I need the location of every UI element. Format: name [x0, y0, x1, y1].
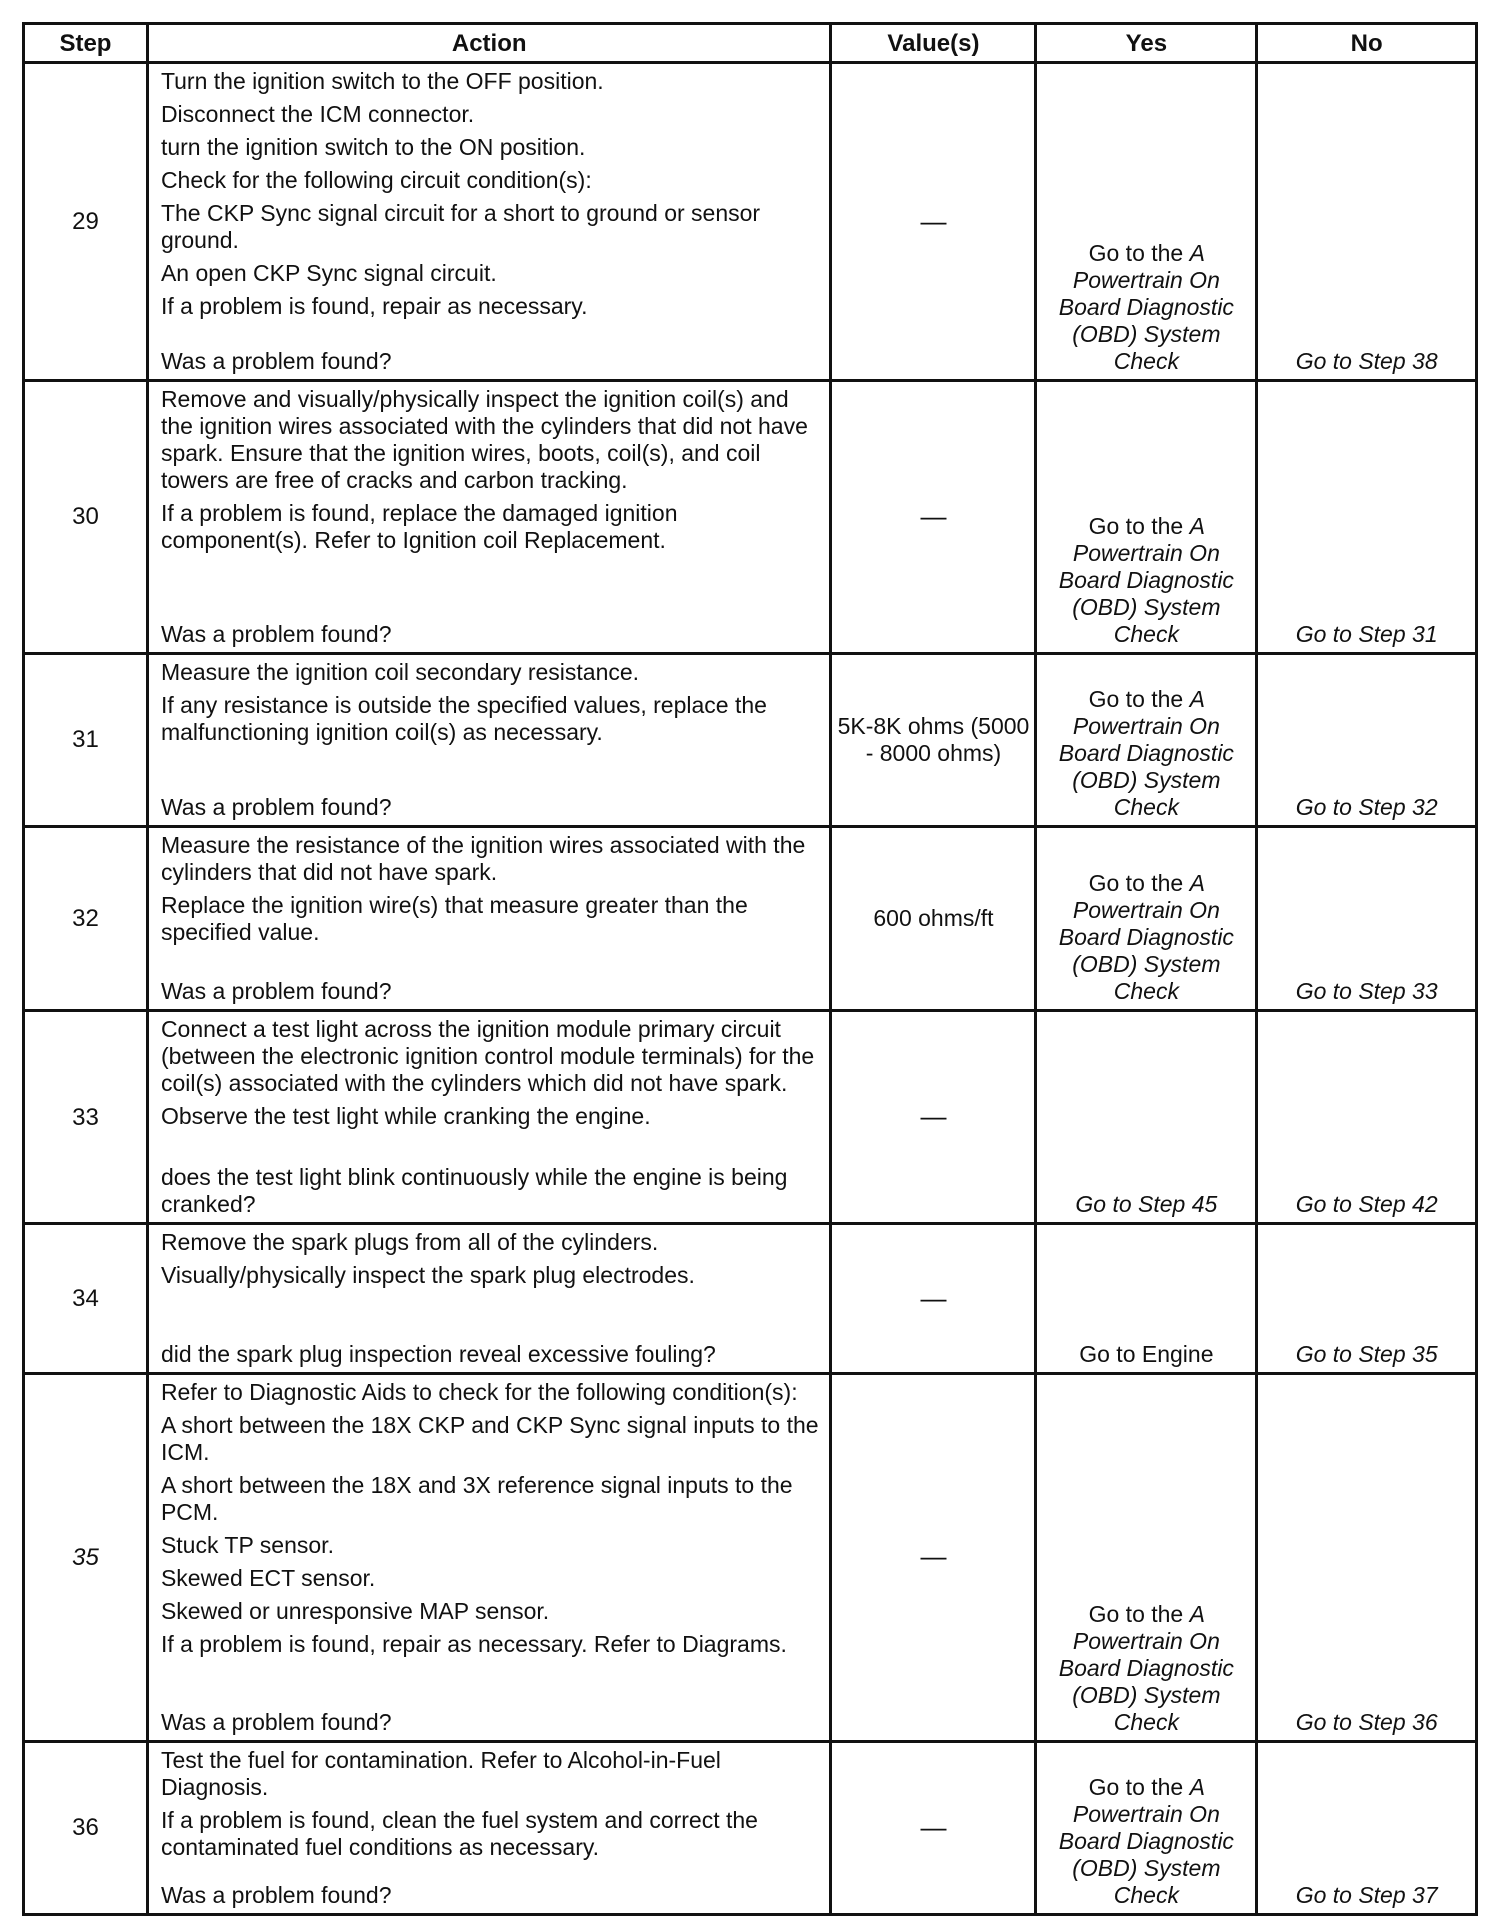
action-step-text: Stuck TP sensor.	[160, 1531, 334, 1558]
table-body	[24, 63, 1477, 1915]
action-step-text: Was a problem found?	[160, 348, 392, 374]
yes-instruction	[1041, 1191, 1251, 1218]
action-step-text: Was a problem found?	[160, 977, 392, 1004]
header-action: Action	[147, 24, 831, 63]
obd-rest: Powertrain On Board Diagnostic (OBD) System Check	[1058, 712, 1234, 820]
value-text: —	[920, 1811, 947, 1842]
step-number: 35	[24, 1373, 148, 1741]
action-step-text: Skewed ECT sensor.	[160, 1564, 376, 1591]
yes-cell	[1036, 1373, 1257, 1741]
yes-cell	[1036, 826, 1257, 1010]
no-cell	[1257, 1373, 1477, 1741]
action-cell	[147, 1010, 831, 1223]
no-instruction: Go to Step 38	[1295, 348, 1438, 374]
no-cell	[1257, 1741, 1477, 1914]
action-step-text: Visually/physically inspect the spark plug electrodes.	[160, 1262, 695, 1289]
action-step-text: If a problem is found, repair as necessary. Refer to Diagrams.	[160, 1630, 787, 1657]
header-step: Step	[24, 24, 148, 63]
value-cell	[831, 653, 1036, 826]
value-text: 600 ohms/ft	[873, 904, 994, 931]
header-row	[24, 24, 1477, 63]
no-instruction: Go to Step 36	[1295, 1708, 1438, 1735]
action-step-text: Turn the ignition switch to the OFF position.	[160, 68, 604, 94]
table-row	[24, 63, 1477, 381]
no-cell	[1257, 381, 1477, 654]
value-cell	[831, 381, 1036, 654]
yes-text: Go to Step 45	[1075, 1191, 1218, 1218]
action-step-text: Remove and visually/physically inspect the ignition coil(s) and the ignition wires associated with the cylinders that did not have spark. Ensure that the ignition wires, boots, coil(s), and coil towers are free of cracks and carbon tracking.	[160, 386, 808, 493]
action-step-text: A short between the 18X CKP and CKP Sync signal inputs to the ICM.	[160, 1411, 819, 1465]
value-cell	[831, 1010, 1036, 1223]
no-cell	[1257, 826, 1477, 1010]
action-cell	[147, 1373, 831, 1741]
no-instruction: Go to Step 37	[1295, 1882, 1438, 1908]
no-instruction: Go to Step 33	[1295, 977, 1438, 1004]
step-number: 30	[24, 381, 148, 654]
action-step-text: Observe the test light while cranking the engine.	[160, 1102, 651, 1129]
value-cell	[831, 826, 1036, 1010]
no-instruction: Go to Step 35	[1295, 1340, 1438, 1367]
obd-rest: Powertrain On Board Diagnostic (OBD) System Check	[1058, 1801, 1234, 1908]
action-step-text: turn the ignition switch to the ON position.	[160, 134, 586, 160]
action-cell	[147, 653, 831, 826]
step-number: 31	[24, 653, 148, 826]
obd-prefix: Go to the	[1088, 869, 1190, 896]
step-number: 29	[24, 63, 148, 381]
action-step-text: If a problem is found, replace the damaged ignition component(s). Refer to Ignition coil Replacement.	[160, 500, 678, 553]
yes-cell	[1036, 1010, 1257, 1223]
value-cell	[831, 63, 1036, 381]
action-step-text: Refer to Diagnostic Aids to check for the following condition(s):	[160, 1378, 798, 1405]
action-step-text: did the spark plug inspection reveal excessive fouling?	[160, 1340, 716, 1367]
value-cell	[831, 1741, 1036, 1914]
action-step-text: An open CKP Sync signal circuit.	[160, 260, 497, 286]
step-number: 34	[24, 1224, 148, 1374]
table-row	[24, 653, 1477, 826]
action-step-text: Measure the resistance of the ignition wires associated with the cylinders that did not have spark.	[160, 831, 806, 885]
action-step-text: Was a problem found?	[160, 1708, 392, 1735]
yes-cell	[1036, 1741, 1257, 1914]
step-number: 32	[24, 826, 148, 1010]
action-step-text: Disconnect the ICM connector.	[160, 101, 475, 127]
value-cell	[831, 1224, 1036, 1374]
table-row	[24, 1010, 1477, 1223]
yes-instruction	[1041, 513, 1251, 648]
obd-prefix: Go to the	[1088, 1774, 1190, 1800]
table-row	[24, 1224, 1477, 1374]
obd-prefix: Go to the	[1088, 1600, 1190, 1627]
obd-rest: Powertrain On Board Diagnostic (OBD) System Check	[1058, 267, 1234, 374]
action-step-text: Was a problem found?	[160, 620, 392, 647]
value-text: 5K-8K ohms (5000 - 8000 ohms)	[837, 712, 1030, 766]
yes-cell	[1036, 63, 1257, 381]
action-step-text: Replace the ignition wire(s) that measure greater than the specified value.	[160, 891, 748, 945]
action-cell	[147, 1741, 831, 1914]
action-step-text: If any resistance is outside the specified values, replace the malfunctioning ignition coil(s) as necessary.	[160, 691, 767, 745]
obd-prefix: Go to the	[1088, 240, 1190, 266]
value-text: —	[920, 205, 947, 236]
yes-instruction	[1041, 240, 1251, 375]
action-step-text: Was a problem found?	[160, 793, 392, 820]
action-cell	[147, 381, 831, 654]
action-step-text: The CKP Sync signal circuit for a short to ground or sensor ground.	[160, 200, 761, 253]
yes-instruction	[1041, 1774, 1251, 1909]
action-cell	[147, 63, 831, 381]
obd-letter: A	[1189, 240, 1205, 266]
header-values: Value(s)	[831, 24, 1036, 63]
yes-cell	[1036, 653, 1257, 826]
yes-instruction	[1041, 1341, 1251, 1368]
action-step-text: Was a problem found?	[160, 1882, 392, 1908]
no-cell	[1257, 1010, 1477, 1223]
header-yes: Yes	[1036, 24, 1257, 63]
obd-letter: A	[1189, 869, 1205, 896]
obd-prefix: Go to the	[1088, 685, 1190, 712]
obd-letter: A	[1189, 685, 1205, 712]
action-step-text: Remove the spark plugs from all of the cylinders.	[160, 1229, 659, 1256]
yes-cell	[1036, 381, 1257, 654]
obd-rest: Powertrain On Board Diagnostic (OBD) System Check	[1058, 896, 1234, 1004]
action-step-text: A short between the 18X and 3X reference signal inputs to the PCM.	[160, 1471, 793, 1525]
action-step-text: Connect a test light across the ignition module primary circuit (between the electronic ignition control module terminals) for the coil(s) associated with the cylinders which did not have spark.	[160, 1015, 815, 1096]
obd-letter: A	[1189, 1774, 1205, 1800]
no-instruction: Go to Step 31	[1295, 620, 1438, 647]
no-cell	[1257, 653, 1477, 826]
no-cell	[1257, 1224, 1477, 1374]
action-step-text: Skewed or unresponsive MAP sensor.	[160, 1597, 550, 1624]
value-text: —	[920, 1282, 947, 1313]
table-row	[24, 381, 1477, 654]
action-step-text: Measure the ignition coil secondary resistance.	[160, 658, 640, 685]
yes-instruction	[1041, 1601, 1251, 1736]
obd-prefix: Go to the	[1088, 512, 1190, 539]
action-cell	[147, 1224, 831, 1374]
value-text: —	[920, 1101, 947, 1132]
no-instruction: Go to Step 42	[1295, 1191, 1438, 1218]
obd-rest: Powertrain On Board Diagnostic (OBD) System Check	[1058, 1627, 1234, 1735]
action-step-text: If a problem is found, clean the fuel system and correct the contaminated fuel conditions as necessary.	[160, 1806, 758, 1860]
action-step-text: Check for the following circuit condition(s):	[160, 167, 592, 193]
yes-cell	[1036, 1224, 1257, 1374]
obd-rest: Powertrain On Board Diagnostic (OBD) System Check	[1058, 539, 1234, 647]
action-step-text: does the test light blink continuously while the engine is being cranked?	[160, 1164, 788, 1218]
header-no: No	[1257, 24, 1477, 63]
value-text: —	[920, 1541, 947, 1572]
obd-letter: A	[1189, 512, 1205, 539]
no-cell	[1257, 63, 1477, 381]
action-step-text: If a problem is found, repair as necessary.	[160, 293, 588, 319]
yes-instruction	[1041, 870, 1251, 1005]
table-row	[24, 1373, 1477, 1741]
action-cell	[147, 826, 831, 1010]
diagnostic-table	[22, 22, 1478, 1916]
step-number: 33	[24, 1010, 148, 1223]
no-instruction: Go to Step 32	[1295, 793, 1438, 820]
value-text: —	[920, 500, 947, 531]
obd-letter: A	[1189, 1600, 1205, 1627]
yes-instruction	[1041, 686, 1251, 821]
yes-text: Go to Engine	[1079, 1340, 1214, 1367]
table-row	[24, 826, 1477, 1010]
step-number: 36	[24, 1741, 148, 1914]
table-row	[24, 1741, 1477, 1914]
action-step-text: Test the fuel for contamination. Refer to Alcohol-in-Fuel Diagnosis.	[160, 1746, 721, 1800]
value-cell	[831, 1373, 1036, 1741]
